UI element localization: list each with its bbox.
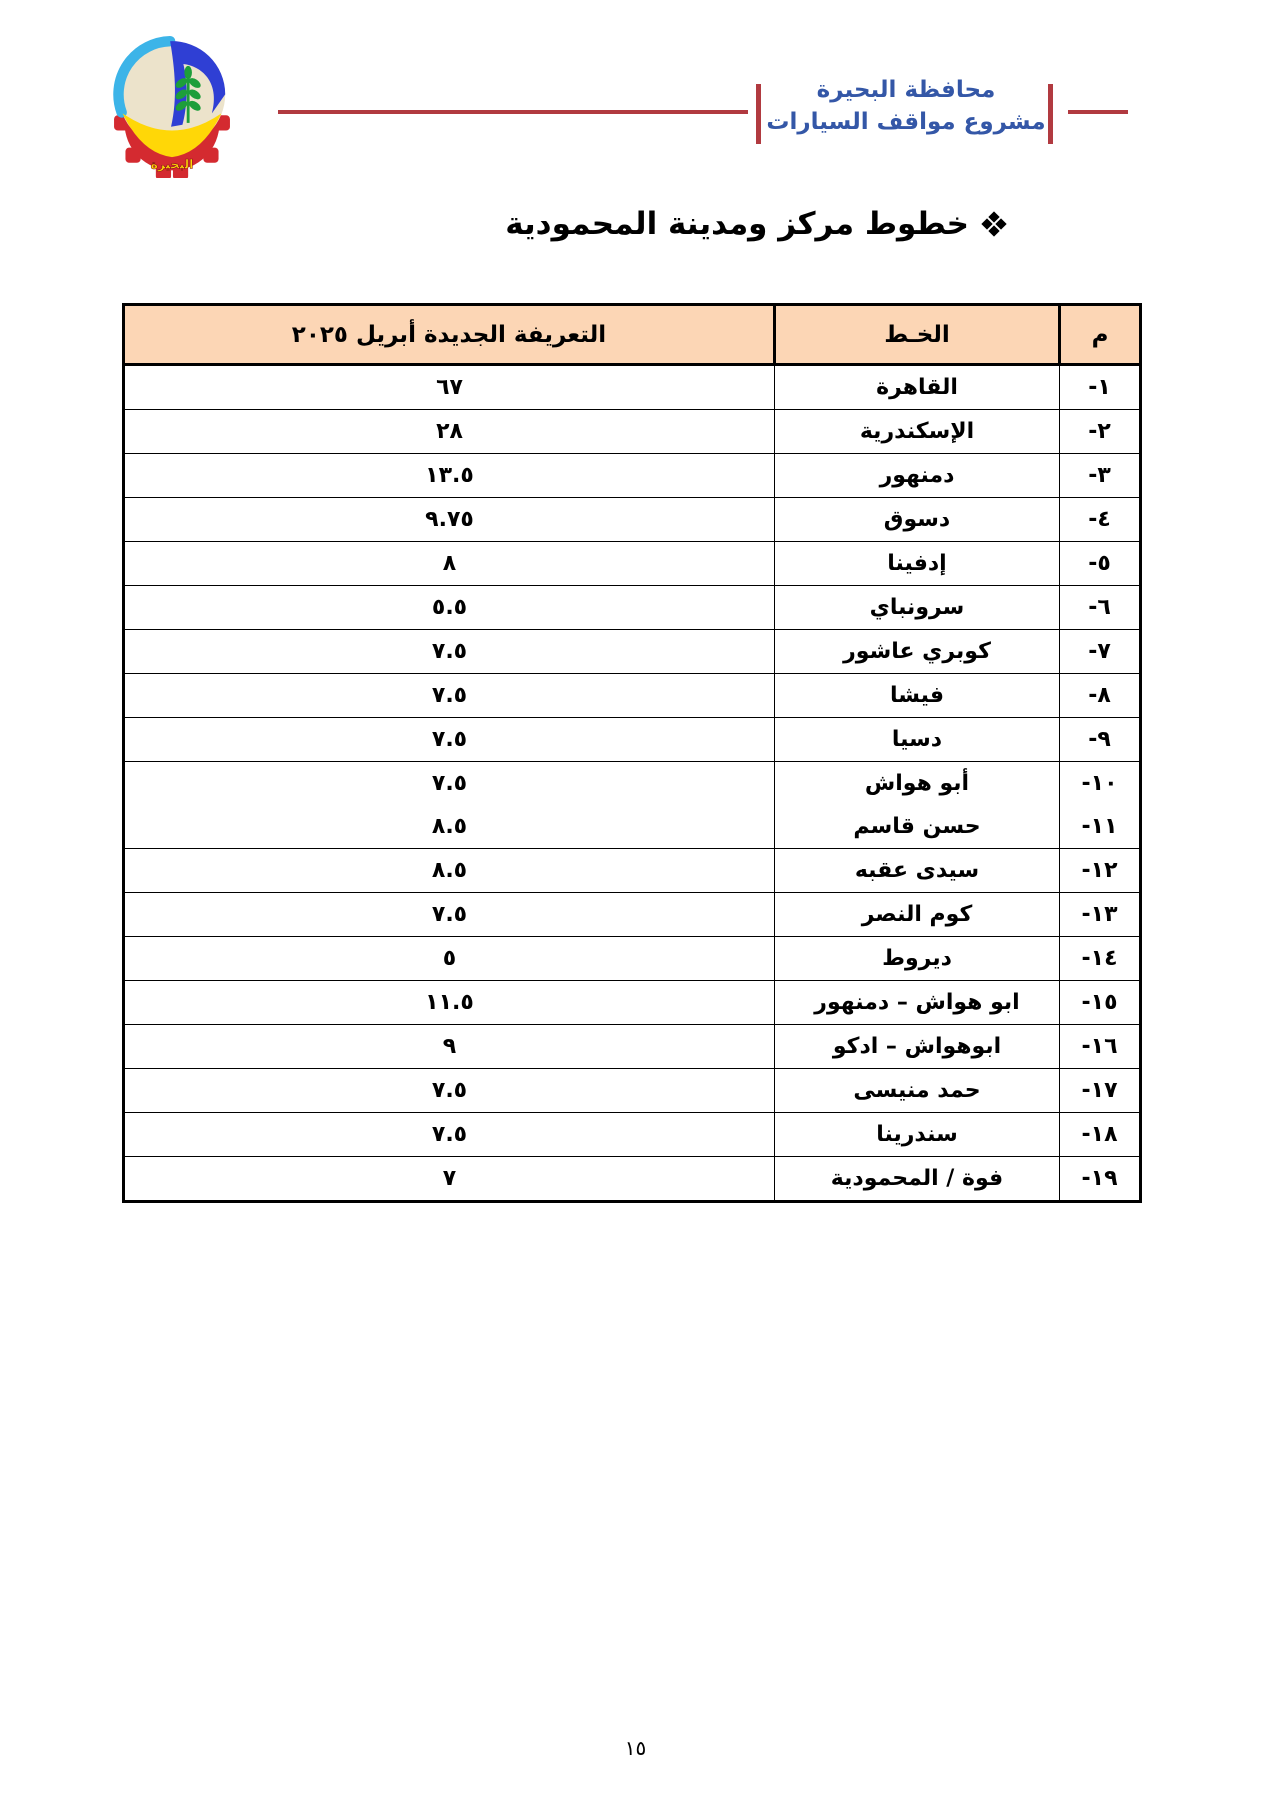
row-number-cell: ١٢-	[1060, 849, 1141, 893]
row-number-cell: ١٤-	[1060, 937, 1141, 981]
row-number-cell: ٤-	[1060, 498, 1141, 542]
table-row	[124, 1025, 1141, 1069]
tariff-value-cell: ٧.٥	[124, 718, 775, 762]
beheira-governorate-logo	[92, 26, 252, 178]
line-name-cell: فوة / المحمودية	[775, 1157, 1060, 1202]
line-name-cell: سيدى عقبه	[775, 849, 1060, 893]
table-row	[124, 674, 1141, 718]
line-name-cell: ديروط	[775, 937, 1060, 981]
diamond-bullet-icon	[983, 213, 1005, 235]
row-number-cell: ٨-	[1060, 674, 1141, 718]
table-row	[124, 981, 1141, 1025]
row-number-cell: ٣-	[1060, 454, 1141, 498]
row-number-cell: ١-	[1060, 365, 1141, 410]
tariff-value-cell: ٨	[124, 542, 775, 586]
row-number-cell: ٩-	[1060, 718, 1141, 762]
line-name-cell: دسيا	[775, 718, 1060, 762]
tariff-value-cell: ٧.٥	[124, 630, 775, 674]
tariff-value-cell: ٥	[124, 937, 775, 981]
tariff-value-cell: ٨.٥	[124, 805, 775, 849]
logo-label: البحيرة	[150, 157, 194, 172]
tariff-value-cell: ٩	[124, 1025, 775, 1069]
line-name-cell: ابو هواش – دمنهور	[775, 981, 1060, 1025]
table-row	[124, 805, 1141, 849]
org-name: محافظة البحيرة	[816, 77, 996, 103]
tariff-value-cell: ٦٧	[124, 365, 775, 410]
line-name-cell: إدفينا	[775, 542, 1060, 586]
row-number-cell: ١٠-	[1060, 762, 1141, 806]
tariff-table-head	[124, 305, 1141, 365]
line-name-cell: فيشا	[775, 674, 1060, 718]
tariff-table	[122, 303, 1142, 1203]
table-row	[124, 410, 1141, 454]
header-bar-left	[1048, 84, 1053, 144]
header-rule-right	[1068, 110, 1128, 114]
line-name-cell: دسوق	[775, 498, 1060, 542]
header-rule-left	[278, 110, 748, 114]
table-row	[124, 586, 1141, 630]
tariff-value-cell: ٧.٥	[124, 1113, 775, 1157]
tariff-value-cell: ٧.٥	[124, 674, 775, 718]
row-number-cell: ١٨-	[1060, 1113, 1141, 1157]
table-row	[124, 1113, 1141, 1157]
table-row	[124, 454, 1141, 498]
line-name-cell: القاهرة	[775, 365, 1060, 410]
row-number-cell: ١٥-	[1060, 981, 1141, 1025]
project-name: مشروع مواقف السيارات	[766, 109, 1046, 135]
tariff-table-body	[124, 365, 1141, 1202]
header-bar-right	[756, 84, 761, 144]
tariff-value-cell: ٧.٥	[124, 1069, 775, 1113]
row-number-cell: ١٦-	[1060, 1025, 1141, 1069]
column-header-no: م	[1060, 305, 1141, 365]
row-number-cell: ١٣-	[1060, 893, 1141, 937]
table-row	[124, 849, 1141, 893]
tariff-value-cell: ٨.٥	[124, 849, 775, 893]
tariff-value-cell: ٢٨	[124, 410, 775, 454]
row-number-cell: ٦-	[1060, 586, 1141, 630]
tariff-value-cell: ١١.٥	[124, 981, 775, 1025]
table-row	[124, 1157, 1141, 1202]
table-row	[124, 365, 1141, 410]
row-number-cell: ١٧-	[1060, 1069, 1141, 1113]
tariff-value-cell: ٥.٥	[124, 586, 775, 630]
tariff-value-cell: ١٣.٥	[124, 454, 775, 498]
line-name-cell: حمد منيسى	[775, 1069, 1060, 1113]
table-row	[124, 542, 1141, 586]
column-header-tariff: التعريفة الجديدة أبريل ٢٠٢٥	[124, 305, 775, 365]
table-row	[124, 630, 1141, 674]
table-row	[124, 937, 1141, 981]
row-number-cell: ١١-	[1060, 805, 1141, 849]
section-title: خطوط مركز ومدينة المحمودية	[505, 206, 969, 242]
header-titles	[764, 74, 1048, 138]
line-name-cell: ابوهواش – ادكو	[775, 1025, 1060, 1069]
row-number-cell: ٢-	[1060, 410, 1141, 454]
header-row	[124, 305, 1141, 365]
page-number: ١٥	[624, 1736, 647, 1760]
line-name-cell: كوبري عاشور	[775, 630, 1060, 674]
tariff-value-cell: ٧.٥	[124, 762, 775, 806]
row-number-cell: ١٩-	[1060, 1157, 1141, 1202]
line-name-cell: كوم النصر	[775, 893, 1060, 937]
section-title-row	[505, 206, 1005, 242]
line-name-cell: دمنهور	[775, 454, 1060, 498]
table-row	[124, 893, 1141, 937]
row-number-cell: ٧-	[1060, 630, 1141, 674]
table-row	[124, 718, 1141, 762]
line-name-cell: الإسكندرية	[775, 410, 1060, 454]
table-row	[124, 1069, 1141, 1113]
tariff-value-cell: ٩.٧٥	[124, 498, 775, 542]
tariff-value-cell: ٧.٥	[124, 893, 775, 937]
table-row	[124, 498, 1141, 542]
line-name-cell: سرونباي	[775, 586, 1060, 630]
table-row	[124, 762, 1141, 806]
line-name-cell: سندرينا	[775, 1113, 1060, 1157]
line-name-cell: أبو هواش	[775, 762, 1060, 806]
row-number-cell: ٥-	[1060, 542, 1141, 586]
line-name-cell: حسن قاسم	[775, 805, 1060, 849]
tariff-value-cell: ٧	[124, 1157, 775, 1202]
column-header-line: الخـط	[775, 305, 1060, 365]
